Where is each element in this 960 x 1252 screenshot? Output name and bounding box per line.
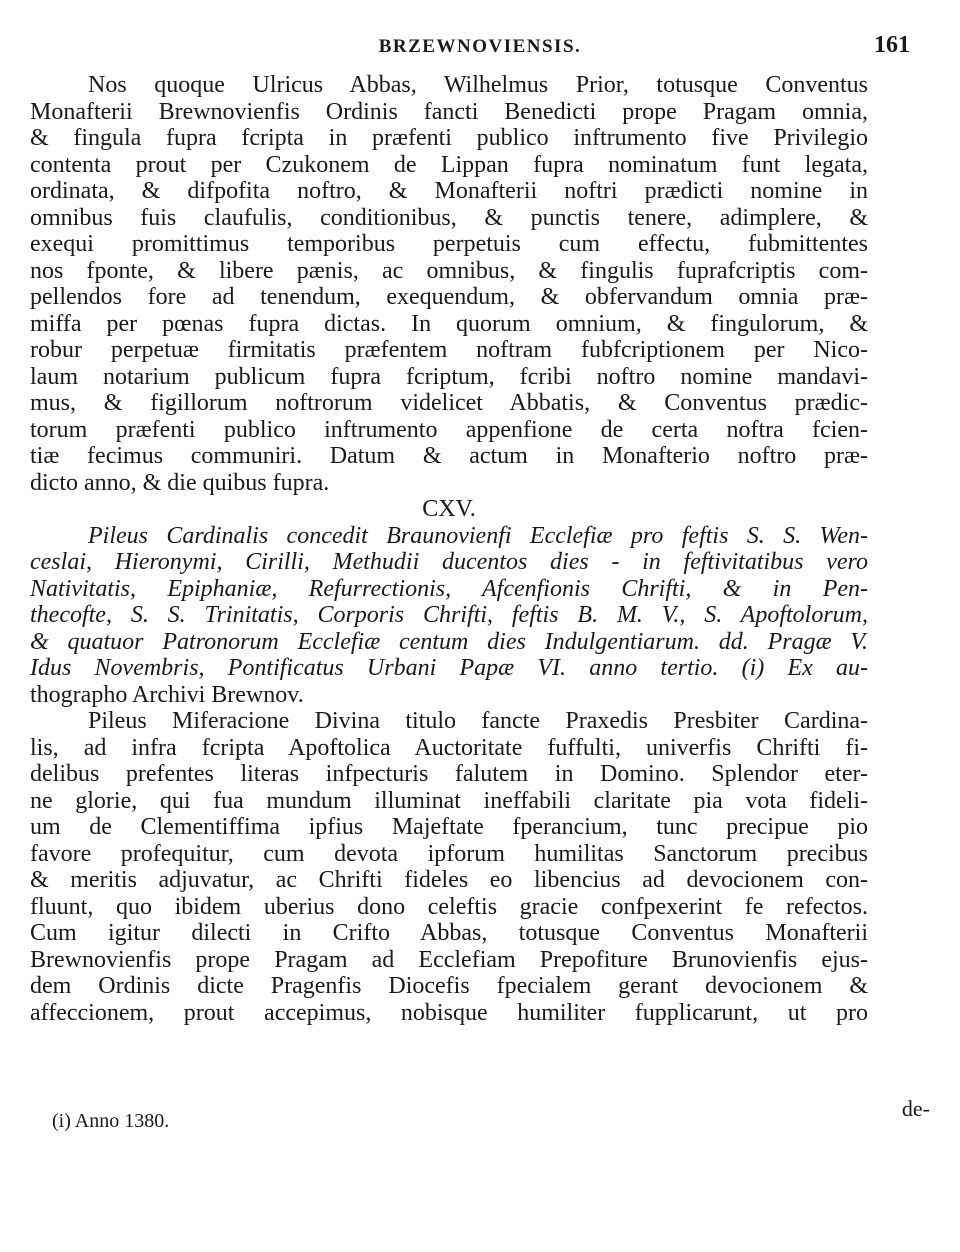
summary-line: ceslai, Hieronymi, Cirilli, Methudii ducentos dies - in feftivitatibus vero [30, 549, 868, 575]
text-line: Monafterii Brewnovienfis Ordinis fancti Benedicti prope Pragam omnia, [30, 98, 868, 125]
section-number: CXV. [422, 496, 476, 522]
summary-line: Pileus Cardinalis concedit Braunovienfi Ecclefiæ pro feftis S. S. Wen- [88, 522, 868, 549]
running-title: BRZEWNOVIENSIS. [378, 36, 582, 57]
text-line: mus, & figillorum noftrorum videlicet Abbatis, & Conventus prædic- [30, 390, 868, 416]
text-line: omnibus fuis claufulis, conditionibus, & punctis tenere, adimplere, & [30, 204, 868, 231]
text-line: dem Ordinis dicte Pragenfis Diocefis fpecialem gerant devocionem & [30, 973, 868, 999]
text-line: tiæ fecimus communiri. Datum & actum in Monafterio noftro præ- [30, 443, 868, 469]
text-line: favore profequitur, cum devota ipforum humilitas Sanctorum precibus [30, 840, 868, 867]
text-line: & fingula fupra fcripta in præfenti publico inftrumento five Privilegio [30, 125, 868, 151]
text-line: ne glorie, qui fua mundum illuminat ineffabili claritate pia vota fideli- [30, 787, 868, 814]
text-line: delibus prefentes literas infpecturis falutem in Domino. Splendor eter- [30, 761, 868, 787]
summary-line: thecofte, S. S. Trinitatis, Corporis Chrifti, feftis B. M. V., S. Apoftolorum, [30, 602, 868, 628]
text-line: laum notarium publicum fupra fcriptum, fcribi noftro nomine mandavi- [30, 363, 868, 390]
text-line: & meritis adjuvatur, ac Chrifti fideles eo libencius ad devocionem con- [30, 867, 868, 893]
text-line: torum præfenti publico inftrumento appenfione de certa noftra fcien- [30, 416, 868, 443]
text-line: Pileus Miferacione Divina titulo fancte Praxedis Presbiter Cardina- [88, 708, 868, 734]
summary-line: & quatuor Patronorum Ecclefiæ centum dies Indulgentiarum. dd. Pragæ V. [30, 628, 868, 655]
text-line: Brewnovienfis prope Pragam ad Ecclefiam Prepofiture Brunovienfis ejus- [30, 946, 868, 973]
page-header [0, 30, 960, 60]
body-text [30, 72, 868, 1026]
text-line: robur perpetuæ firmitatis præfentem noftram fubfcriptionem per Nico- [30, 337, 868, 363]
summary-line: Nativitatis, Epiphaniæ, Refurrectionis, Afcenfionis Chrifti, & in Pen- [30, 575, 868, 602]
text-line: Cum igitur dilecti in Crifto Abbas, totusque Conventus Monafterii [30, 920, 868, 946]
text-line: fluunt, quo ibidem uberius dono celeftis gracie confpexerint fe refectos. [30, 893, 868, 920]
text-line: ordinata, & difpofita noftro, & Monafterii noftri prædicti nomine in [30, 178, 868, 204]
text-line: contenta prout per Czukonem de Lippan fupra nominatum funt legata, [30, 151, 868, 178]
text-line: lis, ad infra fcripta Apoftolica Auctoritate fuffulti, univerfis Chrifti fi- [30, 734, 868, 761]
text-line: dicto anno, & die quibus fupra. [30, 469, 330, 496]
text-line: thographo Archivi Brewnov. [30, 681, 304, 708]
text-line: Nos quoque Ulricus Abbas, Wilhelmus Prior, totusque Conventus [88, 72, 868, 98]
text-line: affeccionem, prout accepimus, nobisque humiliter fupplicarunt, ut pro [30, 999, 868, 1026]
text-line: um de Clementiffima ipfius Majeftate fperancium, tunc precipue pio [30, 814, 868, 840]
text-line: miffa per pœnas fupra dictas. In quorum omnium, & fingulorum, & [30, 310, 868, 337]
summary-line: Idus Novembris, Pontificatus Urbani Papæ VI. anno tertio. (i) Ex au- [30, 655, 868, 681]
text-line: pellendos fore ad tenendum, exequendum, & obfervandum omnia præ- [30, 284, 868, 310]
page-number: 161 [874, 32, 910, 58]
text-line: exequi promittimus temporibus perpetuis cum effectu, fubmittentes [30, 231, 868, 257]
footnote: (i) Anno 1380. [52, 1110, 170, 1132]
catchword: de- [901, 1096, 930, 1121]
text-line: nos fponte, & libere pænis, ac omnibus, & fingulis fuprafcriptis com- [30, 257, 868, 284]
